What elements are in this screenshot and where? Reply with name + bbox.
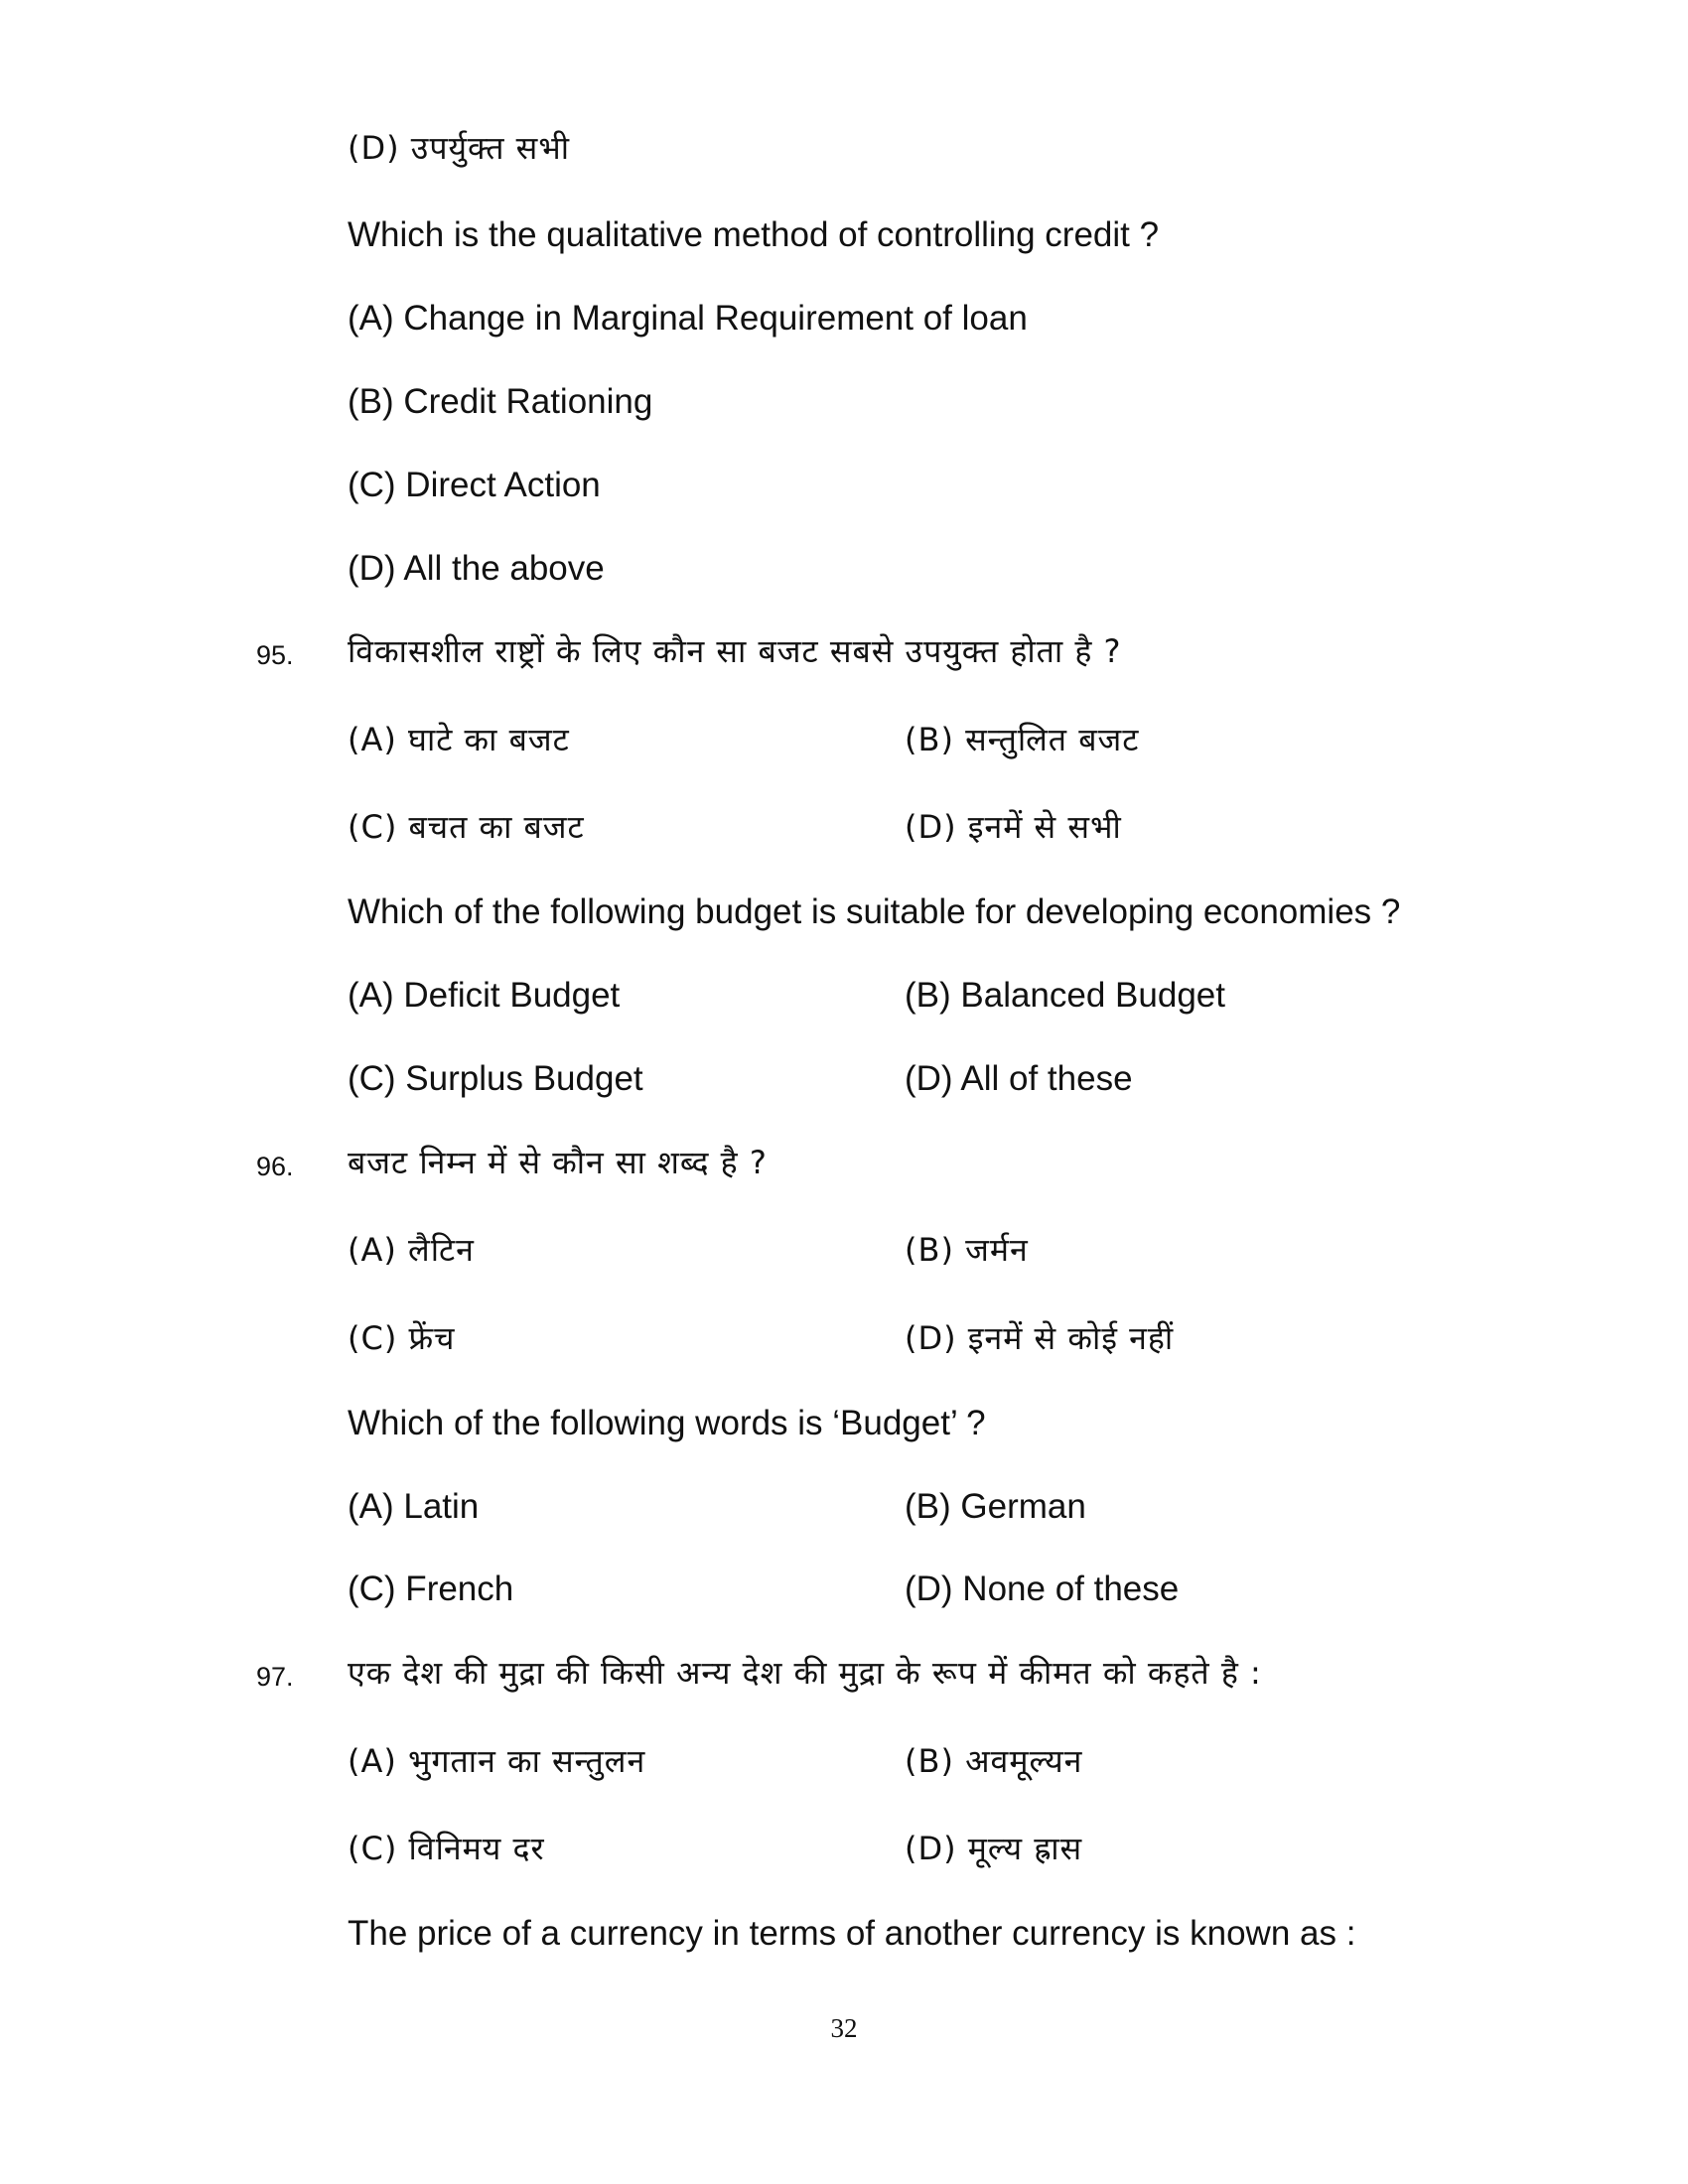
q97-number: 97. [256,1662,294,1692]
q95-english-option-c: (C) Surplus Budget [348,1059,643,1098]
q95-english-question: Which of the following budget is suitable for developing economies ? [348,892,1401,931]
q96-english-question: Which of the following words is ‘Budget’ ? [348,1404,986,1442]
q95-hindi-option-b: (B) सन्तुलित बजट [905,721,1140,758]
q94-english-option-b: (B) Credit Rationing [348,382,653,421]
q95-english-option-a: (A) Deficit Budget [348,976,621,1015]
q95-hindi-option-d: (D) इनमें से सभी [905,808,1122,846]
q95-hindi-option-a: (A) घाटे का बजट [348,721,570,758]
q96-number: 96. [256,1152,294,1181]
q96-hindi-option-b: (B) जर्मन [905,1231,1029,1269]
q94-hindi-option-d: (D) उपर्युक्त सभी [348,129,571,167]
q96-hindi-option-d: (D) इनमें से कोई नहीं [905,1319,1175,1357]
q96-hindi-option-a: (A) लैटिन [348,1231,475,1269]
q94-english-question: Which is the qualitative method of controlling credit ? [348,215,1160,254]
q95-number: 95. [256,640,294,670]
q96-hindi-option-c: (C) फ्रेंच [348,1319,456,1357]
q97-english-question: The price of a currency in terms of another currency is known as : [348,1914,1356,1953]
q94-english-option-c: (C) Direct Action [348,466,601,504]
q97-hindi-option-b: (B) अवमूल्यन [905,1742,1083,1780]
q95-english-option-d: (D) All of these [905,1059,1133,1098]
q96-english-option-c: (C) French [348,1570,514,1608]
q95-hindi-question: विकासशील राष्ट्रों के लिए कौन सा बजट सबसे उपयुक्त होता है ? [348,632,1122,670]
q94-english-option-a: (A) Change in Marginal Requirement of loan [348,299,1028,338]
q96-english-option-a: (A) Latin [348,1487,480,1526]
q96-hindi-question: बजट निम्न में से कौन सा शब्द है ? [348,1144,768,1181]
q95-english-option-b: (B) Balanced Budget [905,976,1225,1015]
q97-hindi-option-a: (A) भुगतान का सन्तुलन [348,1742,646,1780]
q96-english-option-d: (D) None of these [905,1570,1180,1608]
q94-english-option-d: (D) All the above [348,549,605,588]
q97-hindi-question: एक देश की मुद्रा की किसी अन्य देश की मुद्रा के रूप में कीमत को कहते है : [348,1654,1262,1692]
q97-hindi-option-c: (C) विनिमय दर [348,1830,545,1867]
q95-hindi-option-c: (C) बचत का बजट [348,808,585,846]
page-number: 32 [830,2013,858,2043]
q97-hindi-option-d: (D) मूल्य ह्रास [905,1830,1083,1867]
q96-english-option-b: (B) German [905,1487,1086,1526]
